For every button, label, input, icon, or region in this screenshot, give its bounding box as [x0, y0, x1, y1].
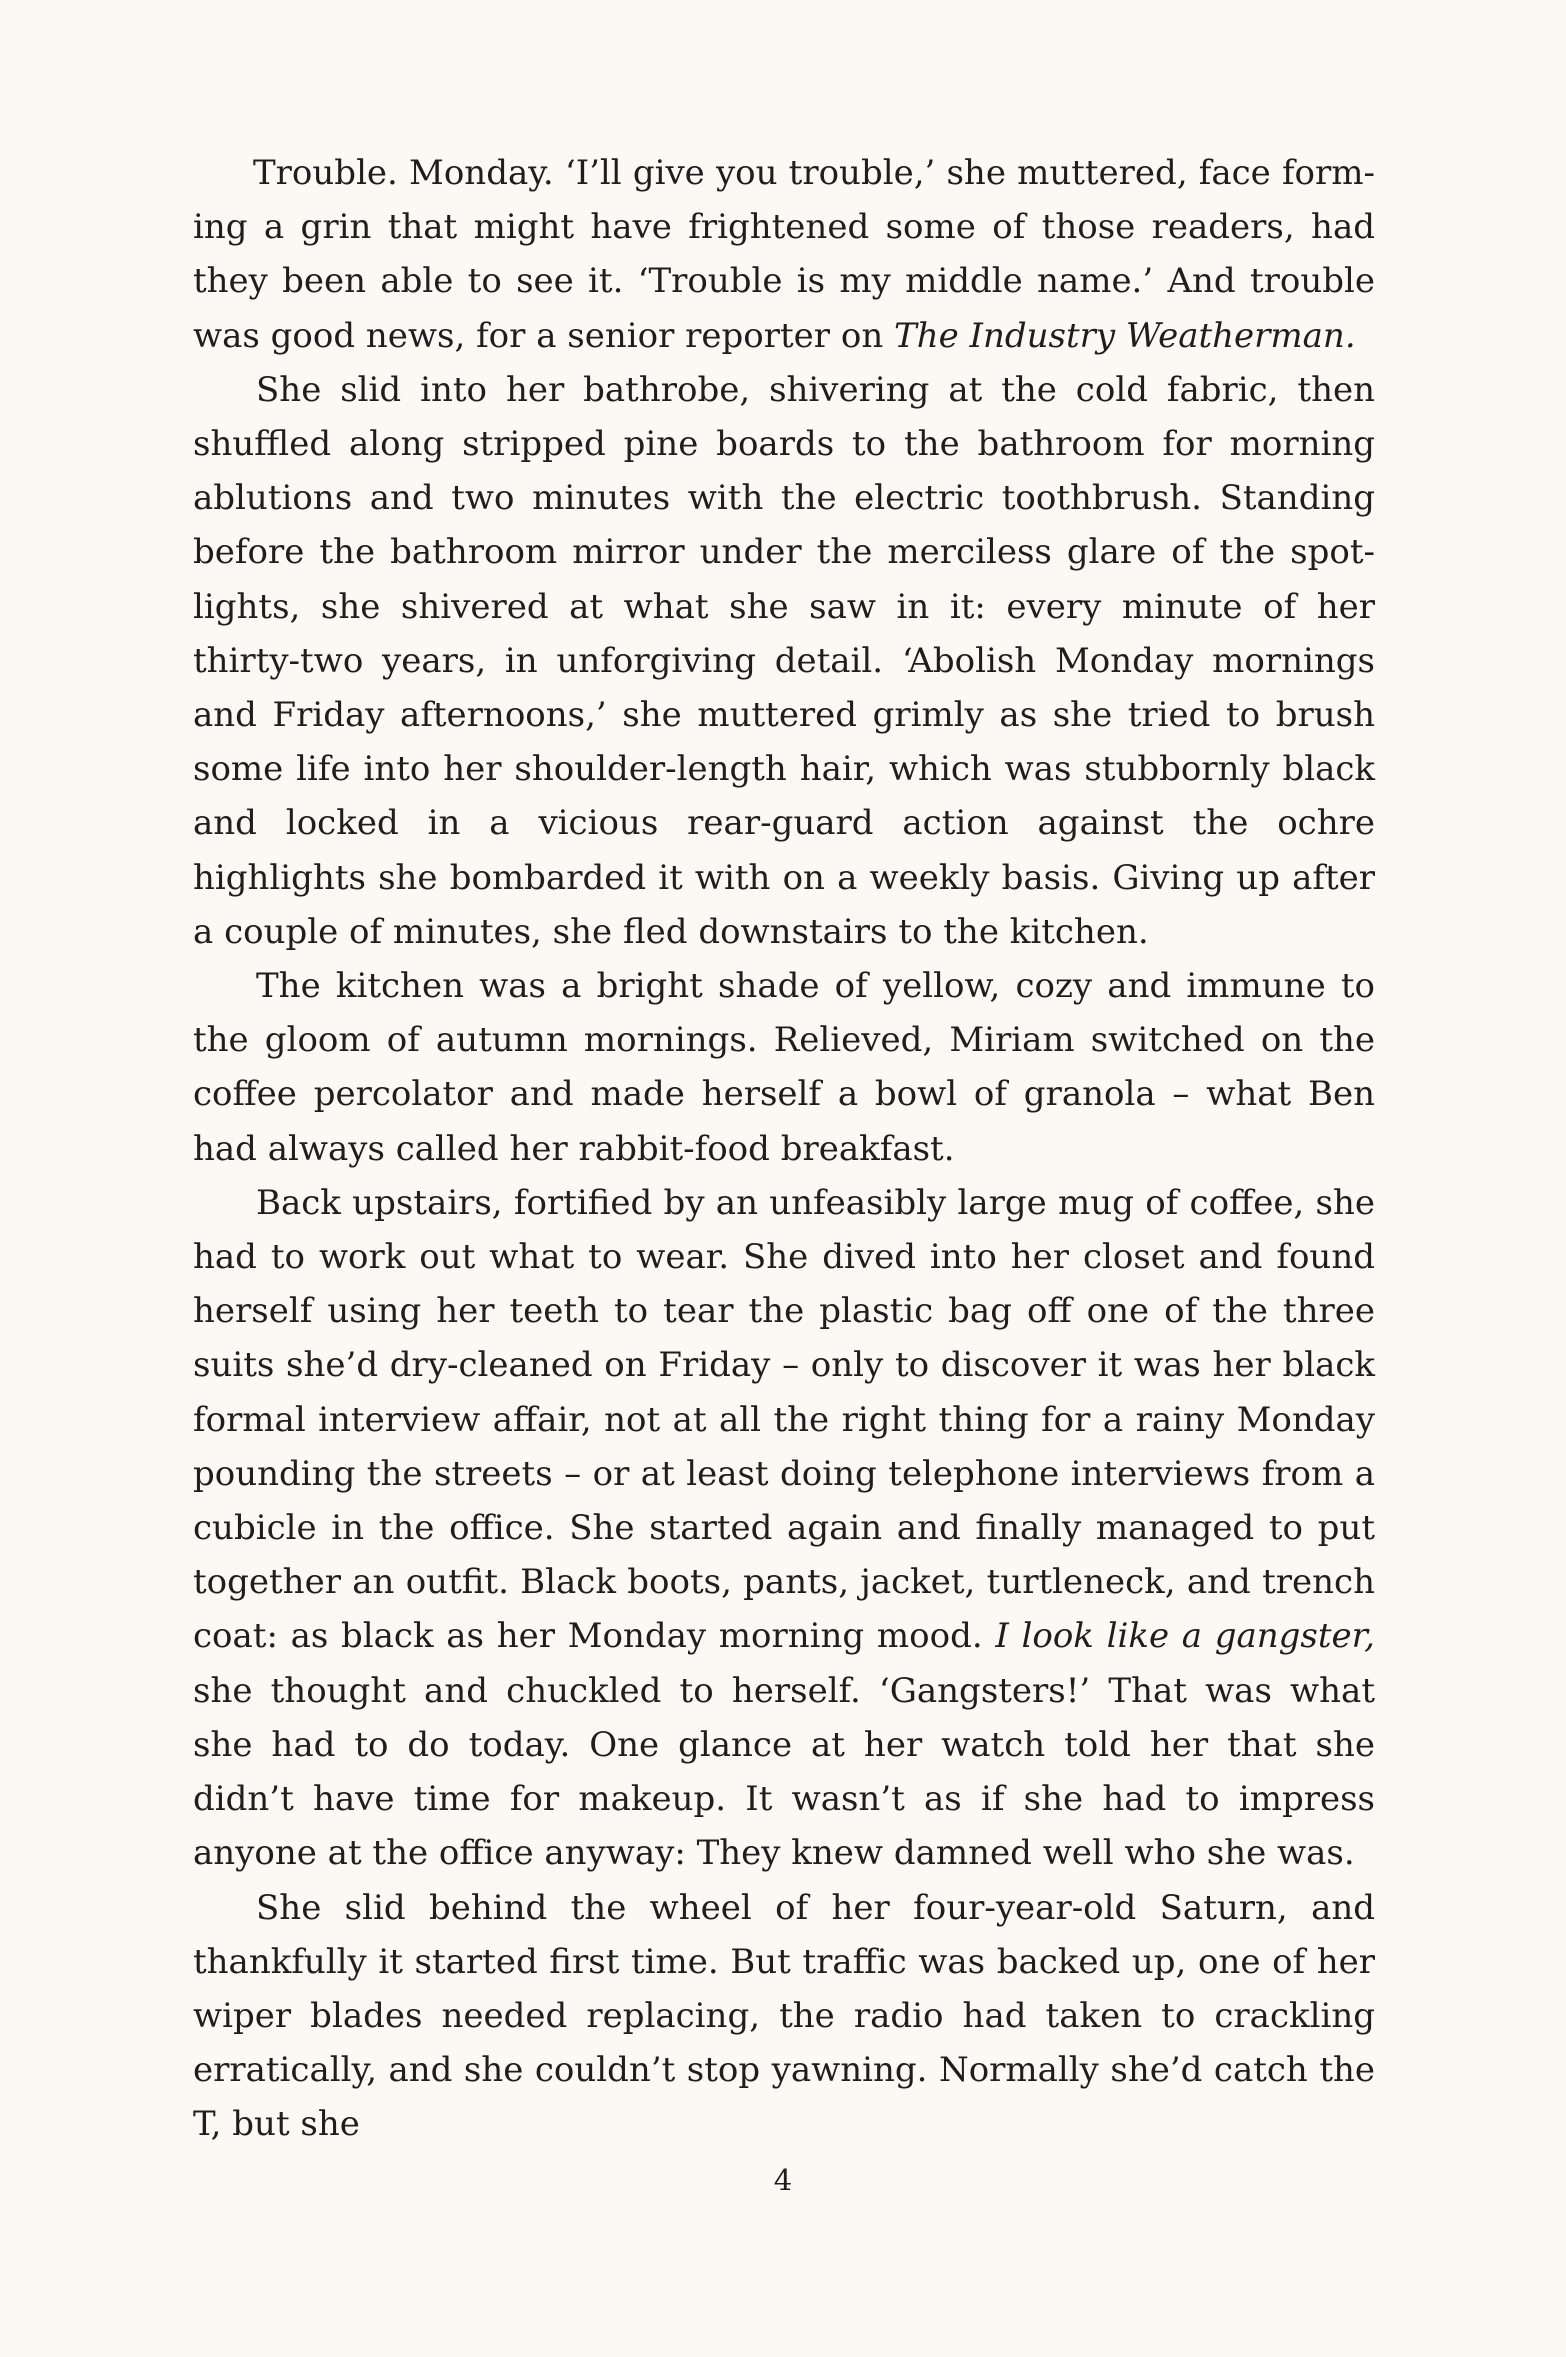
- paragraph-4: [193, 1176, 1375, 1881]
- paragraph-3-text: The kitchen was a bright shade of yellow, cozy and immune to the gloom of autumn mornings. Relieved, Miriam switched on the coffee percolator and made herself a bowl of granola – what Ben had always called her rabbit-food breakfast.: [193, 966, 1375, 1169]
- paragraph-4-text-continued: she thought and chuckled to herself. ‘Gangsters!’ That was what she had to do today. One glance at her watch told her that she didn’t have time for makeup. It wasn’t as if she had to impress anyone at the office anyway: They knew damned well who she was.: [193, 1670, 1375, 1874]
- paragraph-1-text: Trouble. Monday. ‘I’ll give you trouble,’ she muttered, face forming a grin that might have frightened some of those readers, had they been able to see it. ‘Trouble is my middle name.’ And trouble was good news, for a senior reporter on: [193, 153, 1375, 356]
- paragraph-2: [193, 363, 1375, 959]
- italic-thought: I look like a gangster,: [995, 1616, 1375, 1657]
- paragraph-1: [193, 146, 1375, 363]
- paragraph-5: [193, 1881, 1375, 2152]
- page-number: 4: [773, 2163, 793, 2197]
- publication-title: The Industry Weatherman.: [894, 315, 1356, 356]
- paragraph-3: [193, 959, 1375, 1176]
- paragraph-5-text: She slid behind the wheel of her four-year-old Saturn, and thankfully it started first time. But traffic was backed up, one of her wiper blades needed replacing, the radio had taken to crackling erratically, and she couldn’t stop yawning. Normally she’d catch the T, but she: [193, 1887, 1375, 2145]
- paragraph-4-text: Back upstairs, fortified by an unfeasibly large mug of coffee, she had to work out what to wear. She dived into her closet and found herself using her teeth to tear the plastic bag off one of the three suits she’d dry-cleaned on Friday – only to discover it was her black formal interview affair, not at all the right thing for a rainy Monday pounding the streets – or at least doing telephone interviews from a cubicle in the office. She started again and finally managed to put together an outfit. Black boots, pants, jacket, turtleneck, and trench coat: as black as her Monday morning mood.: [193, 1182, 1375, 1657]
- body-text: [193, 146, 1375, 2152]
- paragraph-2-text: She slid into her bathrobe, shivering at the cold fabric, then shuffled along stripped pine boards to the bathroom for morning ablutions and two minutes with the electric toothbrush. Standing before the bathroom mirror under the merciless glare of the spotlights, she shivered at what she saw in it: every minute of her thirty-two years, in unforgiving detail. ‘Abolish Monday mornings and Friday afternoons,’ she muttered grimly as she tried to brush some life into her shoulder-length hair, which was stubbornly black and locked in a vicious rear-guard action against the ochre highlights she bombarded it with on a weekly basis. Giving up after a couple of minutes, she fled downstairs to the kitchen.: [193, 369, 1375, 952]
